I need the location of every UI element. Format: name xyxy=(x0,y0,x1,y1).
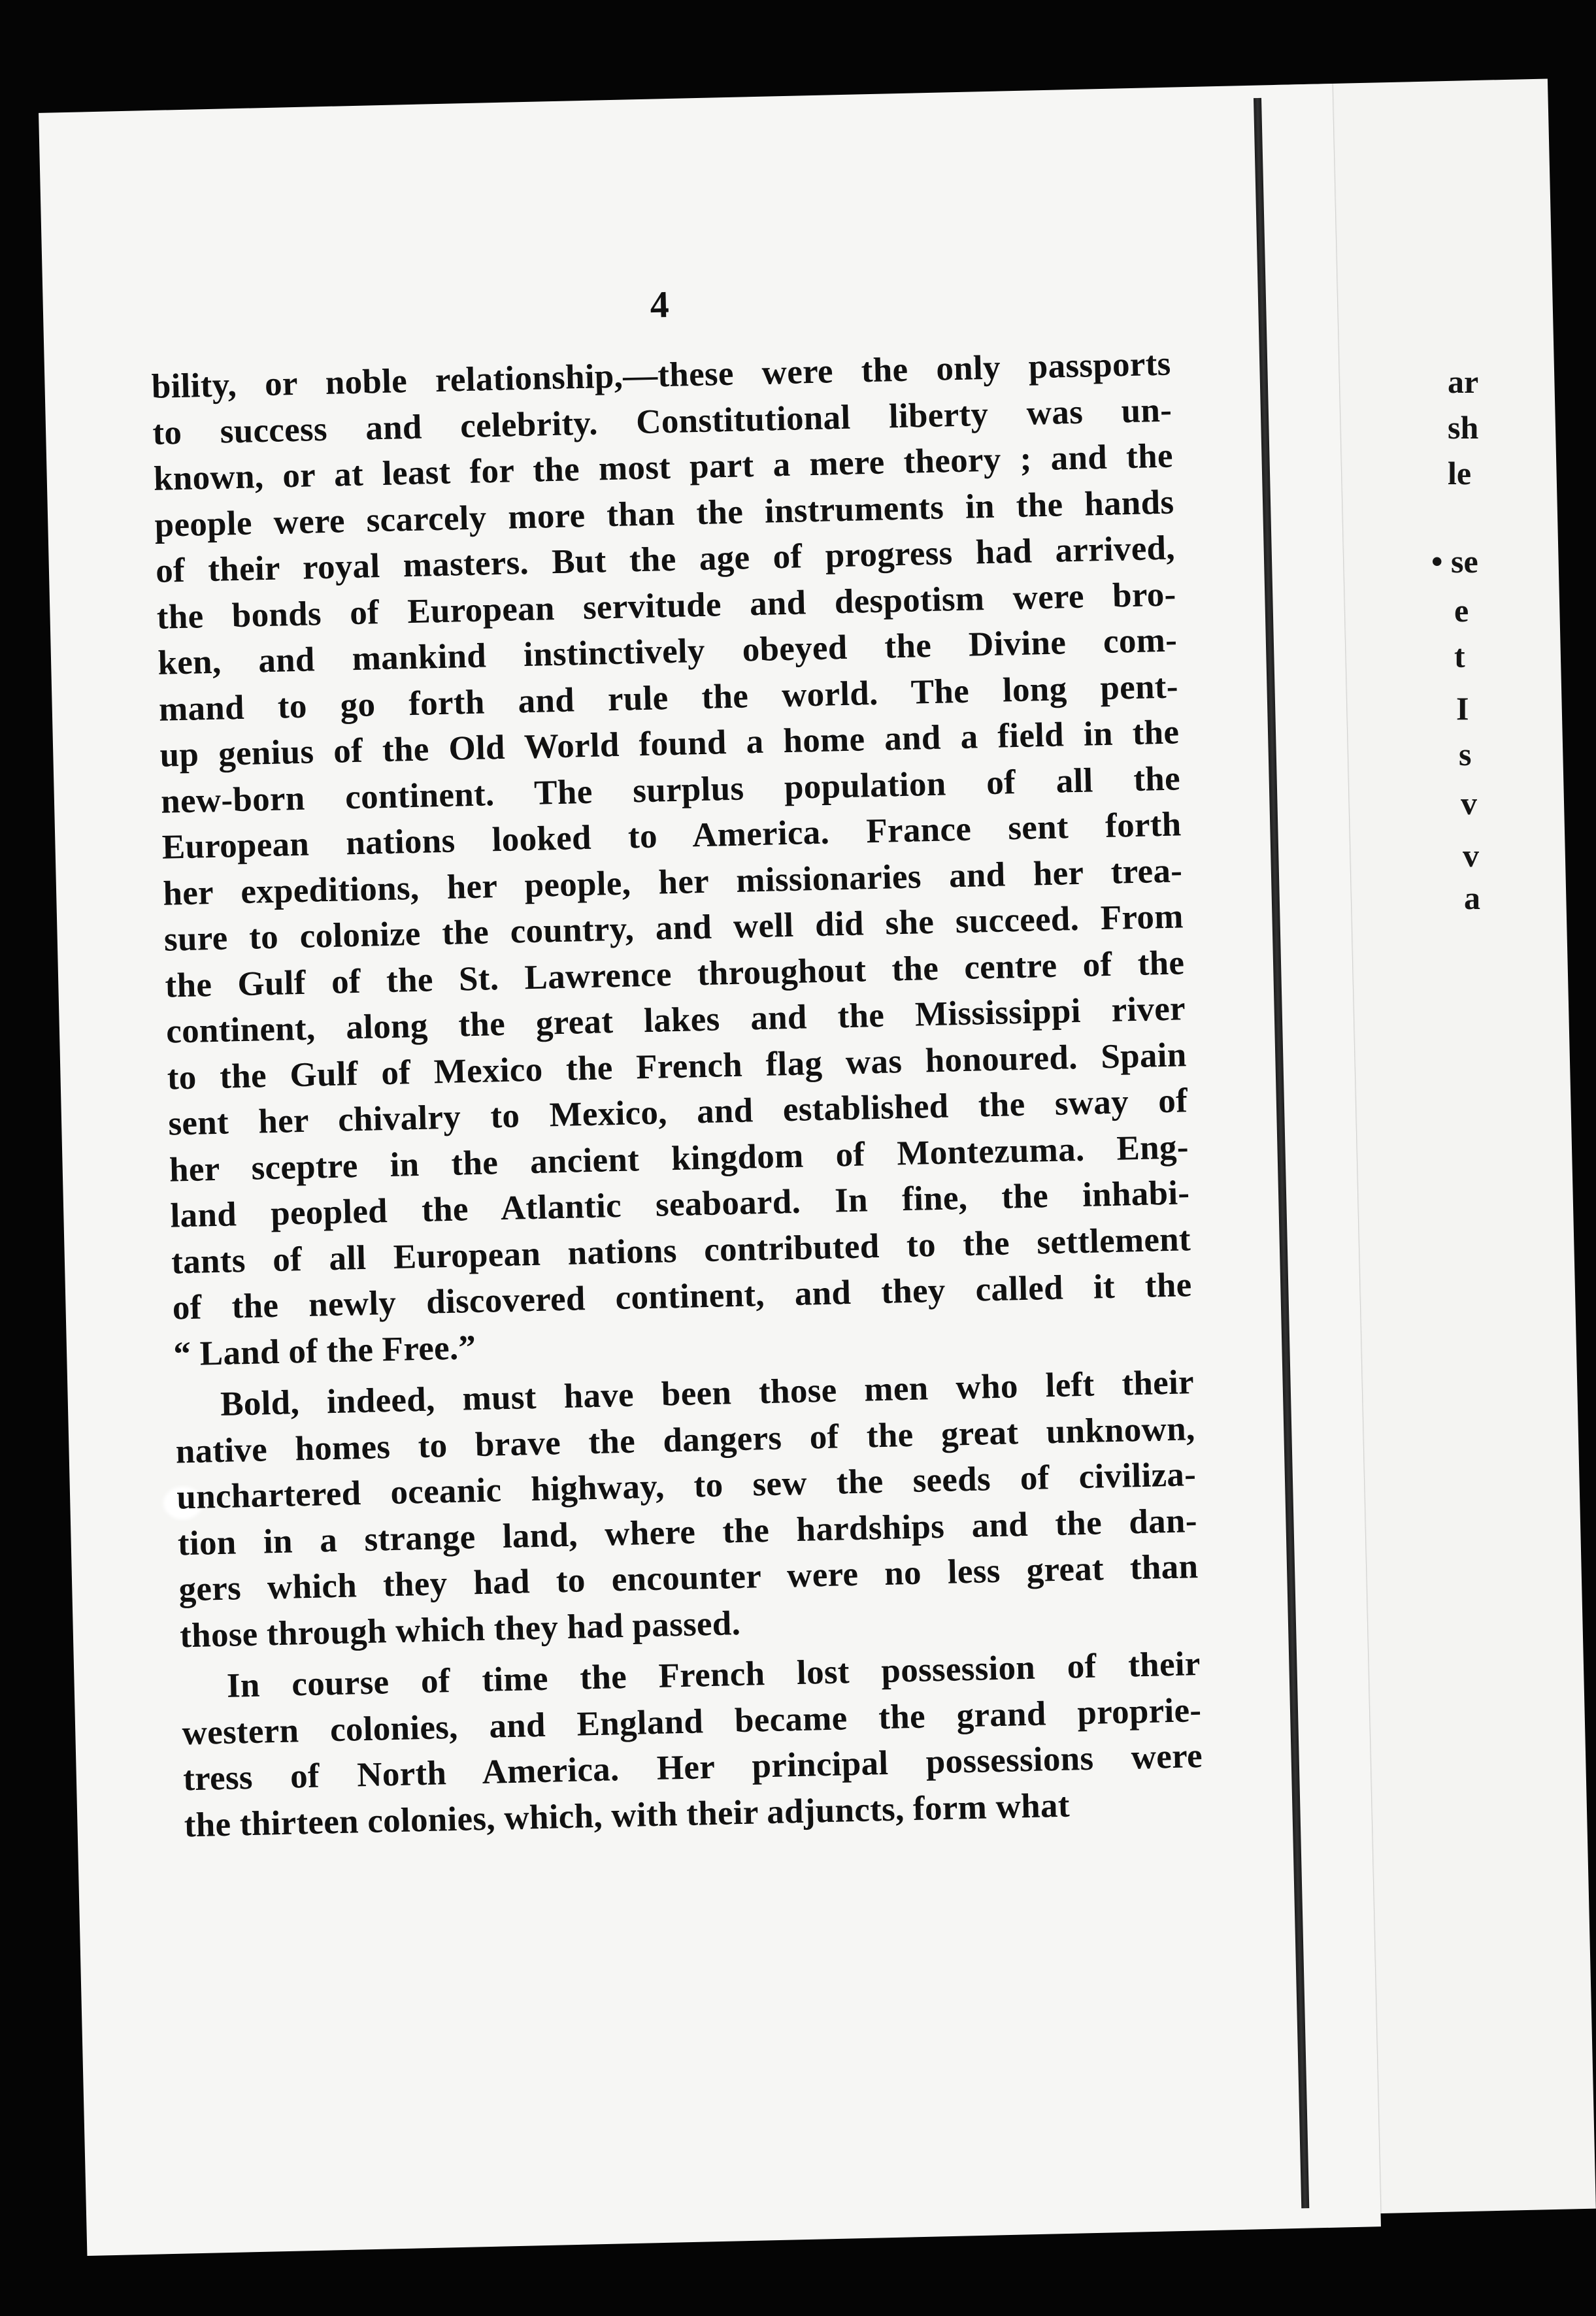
text-line: the Gulf of the St. Lawrence throughout the centre of the xyxy=(164,943,1185,1005)
text-line: mand to go forth and rule the world. The long pent- xyxy=(158,667,1179,729)
text-line: “ Land of the Free.” xyxy=(173,1328,476,1374)
text-line: people were scarcely more than the instruments in the hands xyxy=(154,482,1174,544)
facing-page-fragment: I xyxy=(1456,690,1469,727)
text-line: ken, and mankind instinctively obeyed the Divine com- xyxy=(157,621,1178,682)
text-line: the bonds of European servitude and despotism were bro- xyxy=(156,574,1177,637)
text-line: sure to colonize the country, and well did she succeed. From xyxy=(163,897,1184,959)
paragraph xyxy=(180,1641,1204,1848)
facing-page-fragment: sh xyxy=(1448,409,1479,446)
text-line: to success and celebrity. Constitutional liberty was un- xyxy=(152,391,1172,452)
text-line: gers which they had to encounter were no less great than xyxy=(178,1547,1199,1609)
paragraph xyxy=(174,1359,1199,1659)
text-line: known, or at least for the most part a mere theory ; and the xyxy=(153,437,1174,498)
text-line: up genius of the Old World found a home and a field in the xyxy=(159,713,1180,774)
text-line: the thirteen colonies, which, with their adjuncts, form what xyxy=(184,1786,1071,1844)
facing-page-fragment: s xyxy=(1459,736,1472,772)
text-line: In course of time the French lost possession of their xyxy=(226,1645,1201,1705)
facing-page-fragment: v xyxy=(1463,837,1479,874)
text-line: western colonies, and England became the grand proprie- xyxy=(181,1691,1202,1752)
facing-page-fragment: v xyxy=(1461,785,1477,821)
text-line: to the Gulf of Mexico the French flag was honoured. Spain xyxy=(167,1035,1188,1097)
text-line: land peopled the Atlantic seaboard. In fine, the inhabi- xyxy=(169,1174,1190,1235)
paragraph xyxy=(151,341,1193,1378)
text-line: sent her chivalry to Mexico, and established the sway of xyxy=(167,1082,1188,1143)
page-number: 4 xyxy=(649,282,670,326)
text-line: of the newly discovered continent, and they called it the xyxy=(172,1266,1193,1327)
text-line: of their royal masters. But the age of progress had arrived, xyxy=(155,529,1176,590)
text-line: unchartered oceanic highway, to sew the seeds of civiliza- xyxy=(176,1455,1197,1517)
text-line: continent, along the great lakes and the Mississippi river xyxy=(165,989,1186,1051)
text-line: native homes to brave the dangers of the great unknown, xyxy=(175,1409,1196,1470)
text-line: Bold, indeed, must have been those men who left their xyxy=(220,1363,1195,1423)
text-line: bility, or noble relationship,—these were the only passports xyxy=(151,344,1172,406)
text-line: tress of North America. Her principal possessions were xyxy=(182,1736,1203,1798)
text-line: her sceptre in the ancient kingdom of Montezuma. Eng- xyxy=(169,1127,1189,1189)
text-line: those through which they had passed. xyxy=(179,1604,741,1655)
text-line: her expeditions, her people, her missionaries and her trea- xyxy=(162,851,1183,913)
facing-page-fragment: le xyxy=(1448,455,1472,491)
text-line: European nations looked to America. France sent forth xyxy=(161,805,1182,867)
text-line: new-born continent. The surplus population of all the xyxy=(160,759,1181,821)
text-line: tion in a strange land, where the hardships and the dan- xyxy=(177,1501,1198,1563)
facing-page-fragment: ar xyxy=(1448,363,1479,400)
facing-page-fragment: a xyxy=(1464,880,1480,916)
text-body xyxy=(151,341,1204,1849)
facing-page-fragment: t xyxy=(1454,638,1465,674)
facing-page-fragment: • se xyxy=(1431,543,1478,580)
text-line: tants of all European nations contributed to the settlement xyxy=(171,1219,1191,1282)
facing-page-fragment: e xyxy=(1454,592,1469,629)
page-content xyxy=(147,167,1204,1849)
